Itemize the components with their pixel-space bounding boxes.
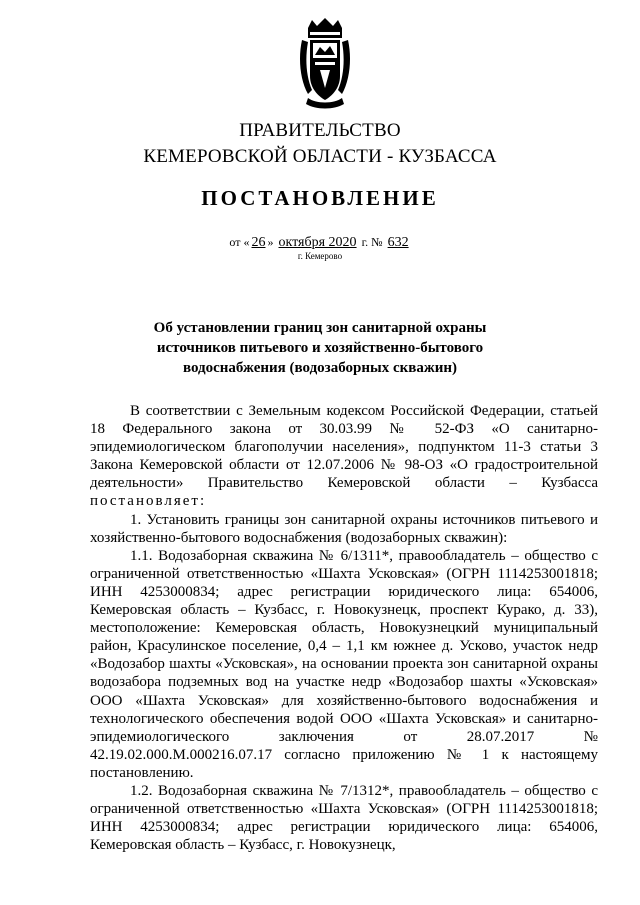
paragraph-item-1-1: 1.1. Водозаборная скважина № 6/1311*, правообладатель – общество с ограниченной ответственностью «Шахта Усковская» (ОГРН 1114253001818; ИНН 4253000834; адрес регистрации юридического лица: 654006, Кемеровская область – Кузбасс, г. Новокузнецк, проспект Курако, д. 33), местоположение: Кемеровская область, Новокузнецкий муниципальный район, Красулинское поселение, 0,4 – 1,1 км южнее д. Усково, участок недр «Водозабор шахты «Усковская», на основании проекта зон санитарной охраны водозабора подземных вод на участке недр «Водозабор шахты «Усковская» ООО «Шахта Усковская» для хозяйственно-бытового водоснабжения и технологического обеспечения водой ООО «Шахта Усковская» и санитарно-эпидемиологического заключения от 28.07.2017 № 42.19.02.000.М.000216.07.17 согласно приложению № 1 к настоящему постановлению. [90, 547, 598, 781]
document-body [90, 402, 598, 854]
decree-number: 632 [387, 235, 409, 250]
paragraph-preamble [90, 402, 598, 511]
paragraph-item-1: 1. Установить границы зон санитарной охраны источников питьевого и хозяйственно-бытового водоснабжения (водозаборных скважин): [90, 511, 598, 546]
paragraph-item-1-2: 1.2. Водозаборная скважина № 7/1312*, правообладатель – общество с ограниченной ответственностью «Шахта Усковская» (ОГРН 1114253001818; ИНН 4253000834; адрес регистрации юридического лица: 654006, Кемеровская область – Кузбасс, г. Новокузнецк, [90, 782, 598, 854]
coat-of-arms-icon [300, 18, 350, 110]
date-suffix: г. № [361, 235, 383, 249]
government-title-line2: КЕМЕРОВСКОЙ ОБЛАСТИ - КУЗБАССА [143, 146, 497, 167]
date-month-year: октября 2020 [278, 235, 357, 250]
date-day: 26 [251, 235, 266, 250]
date-prefix: от « [229, 235, 250, 249]
resolves-word: постановляет: [90, 493, 207, 510]
preamble-text: В соответствии с Земельным кодексом Российской Федерации, статьей 18 Федерального закона от 30.03.99 № 52-ФЗ «О санитарно-эпидемиологическом благополучии населения», подпунктом 11-3 статьи 3 Закона Кемеровской области от 12.07.2006 № 98-ОЗ «О градостроительной деятельности» Правительство Кемеровской области – Кузбасса [90, 403, 598, 492]
date-mid: » [267, 235, 274, 249]
date-line [0, 235, 640, 251]
government-title-line1: ПРАВИТЕЛЬСТВО [239, 120, 401, 141]
city-label: г. Кемерово [297, 251, 343, 261]
document-title: Об установлении границ зон санитарной охраны источников питьевого и хозяйственно-бытового водоснабжения (водозаборных скважин) [153, 320, 487, 376]
document-type: ПОСТАНОВЛЕНИЕ [201, 186, 439, 210]
